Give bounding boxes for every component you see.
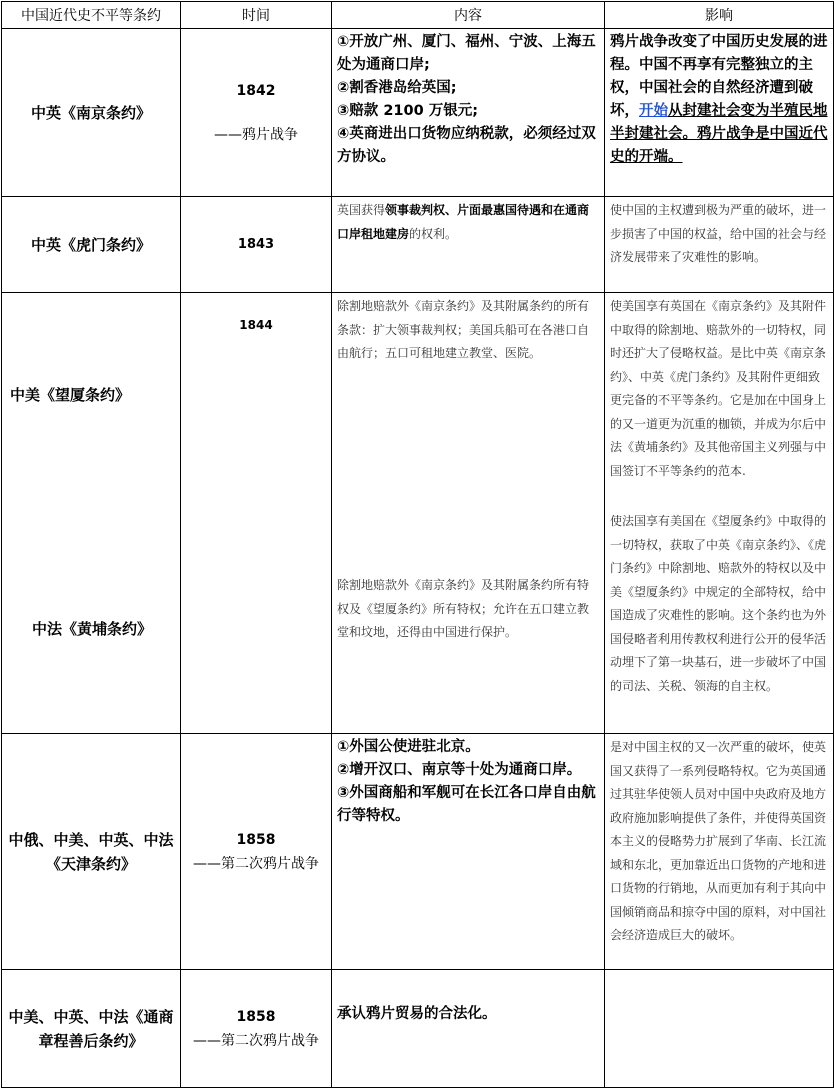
table-row bbox=[2, 197, 834, 293]
header-content: 内容 bbox=[332, 2, 605, 29]
treaty-name: 中英《南京条约》 bbox=[2, 29, 181, 197]
header-row bbox=[2, 2, 834, 29]
table-row bbox=[2, 293, 834, 734]
event: ——鸦片战争 bbox=[214, 126, 298, 143]
treaty-impact bbox=[605, 29, 834, 197]
treaty-content bbox=[332, 29, 605, 197]
content-bold: 领事裁判权、片面最惠国待遇和在通商口岸租地建房 bbox=[337, 203, 590, 241]
treaty-time bbox=[181, 29, 332, 197]
treaty-impact: 使中国的主权遭到极为严重的破坏，进一步损害了中国的权益，给中国的社会与经济发展带来了灾难性的影响。 bbox=[605, 197, 834, 293]
content-item: ②增开汉口、南京等十处为通商口岸。 bbox=[337, 762, 582, 778]
year: 1842 bbox=[236, 82, 276, 99]
content-item: ③外国商船和军舰可在长江各口岸自由航行等特权。 bbox=[337, 785, 596, 824]
content-item: ①外国公使进驻北京。 bbox=[337, 739, 480, 755]
unequal-treaties-table bbox=[1, 1, 834, 1088]
year: 1858 bbox=[236, 831, 276, 848]
content-item: ③赔款 2100 万银元; bbox=[337, 103, 479, 119]
treaty-time bbox=[181, 293, 332, 734]
treaty-content bbox=[332, 293, 605, 734]
content-text: 除割地赔款外《南京条约》及其附属条约的所有条款：扩大领事裁判权；美国兵船可在各港口自由航行；五口可租地建立教堂、医院。 bbox=[337, 299, 590, 360]
treaty-name: 中美《望厦条约》 bbox=[10, 386, 131, 404]
treaty-impact: 是对中国主权的又一次严重的破坏，使英国又获得了一系列侵略特权。它为英国通过其驻华使领人员对中国中央政府及地方政府施加影响提供了条件，并使得英国资本主义的侵略势力扩展到了华南、长江流域和东北，更加靠近出口货物的产地和进口货物的行销地，从而更加有利于其向中国倾销商品和掠夺中国的原料，对中国社会经济造成巨大的破坏。 bbox=[605, 734, 834, 970]
content-text: 除割地赔款外《南京条约》及其附属条约所有特权及《望厦条约》所有特权；允许在五口建立教堂和坟地，还得由中国进行保护。 bbox=[337, 578, 590, 639]
treaty-name: 中法《黄埔条约》 bbox=[31, 620, 152, 638]
event: ——第二次鸦片战争 bbox=[193, 855, 319, 872]
treaty-name: 中美、中英、中法《通商章程善后条约》 bbox=[2, 970, 181, 1088]
treaty-time bbox=[181, 970, 332, 1088]
treaty-time bbox=[181, 734, 332, 970]
impact-text: 使美国享有英国在《南京条约》及其附件中取得的除割地、赔款外的一切特权，同时还扩大了侵略权益。是比中英《南京条约》、中英《虎门条约》及其附件更细致更完备的不平等条约。它是加在中国身上的又一道更为沉重的枷锁，并成为尔后中法《黄埔条约》及其他帝国主义列强与中国签订不平等条约的范本. bbox=[610, 299, 827, 478]
treaty-time: 1843 bbox=[181, 197, 332, 293]
impact-text: 鸦片战争改变了中国历史发展的进程。中国不再享有完整独立的主权，中国社会的自然经济遭到破坏， bbox=[610, 34, 828, 119]
impact-text: 使法国享有美国在《望厦条约》中取得的一切特权，获取了中英《南京条约》、《虎门条约》中除割地、赔款外的特权以及中美《望厦条约》中规定的全部特权，给中国造成了灾难性的影响。这个条约也为外国侵略者利用传教权利进行公开的侵华活动埋下了第一块基石，进一步破坏了中国的司法、关税、领海的自主权。 bbox=[610, 514, 827, 693]
year: 1858 bbox=[236, 1008, 276, 1025]
content-item: ②割香港岛给英国; bbox=[337, 80, 457, 96]
treaty-impact bbox=[605, 970, 834, 1088]
content-item: ①开放广州、厦门、福州、宁波、上海五处为通商口岸; bbox=[337, 34, 596, 73]
impact-text-underlined: 从封建社会变为半殖民地半封建社会。鸦片战争是中国近代史的开端。 bbox=[610, 103, 828, 165]
treaty-content bbox=[332, 734, 605, 970]
event: ——第二次鸦片战争 bbox=[193, 1032, 319, 1049]
table-row bbox=[2, 734, 834, 970]
header-impact: 影响 bbox=[605, 2, 834, 29]
treaty-name: 中英《虎门条约》 bbox=[2, 197, 181, 293]
treaty-name: 中俄、中美、中英、中法《天津条约》 bbox=[2, 734, 181, 970]
treaty-name-group bbox=[2, 293, 181, 734]
year: 1844 bbox=[239, 318, 273, 332]
table-row bbox=[2, 970, 834, 1088]
impact-link[interactable]: 开始 bbox=[639, 103, 668, 119]
treaty-impact bbox=[605, 293, 834, 734]
content-item: ④英商进出口货物应纳税款，必须经过双方协议。 bbox=[337, 126, 596, 165]
table-row bbox=[2, 29, 834, 197]
treaty-content bbox=[332, 197, 605, 293]
header-time: 时间 bbox=[181, 2, 332, 29]
header-treaty: 中国近代史不平等条约 bbox=[2, 2, 181, 29]
treaty-content: 承认鸦片贸易的合法化。 bbox=[332, 970, 605, 1088]
content-text: 的权利。 bbox=[409, 226, 458, 241]
content-text: 英国获得 bbox=[337, 203, 386, 217]
